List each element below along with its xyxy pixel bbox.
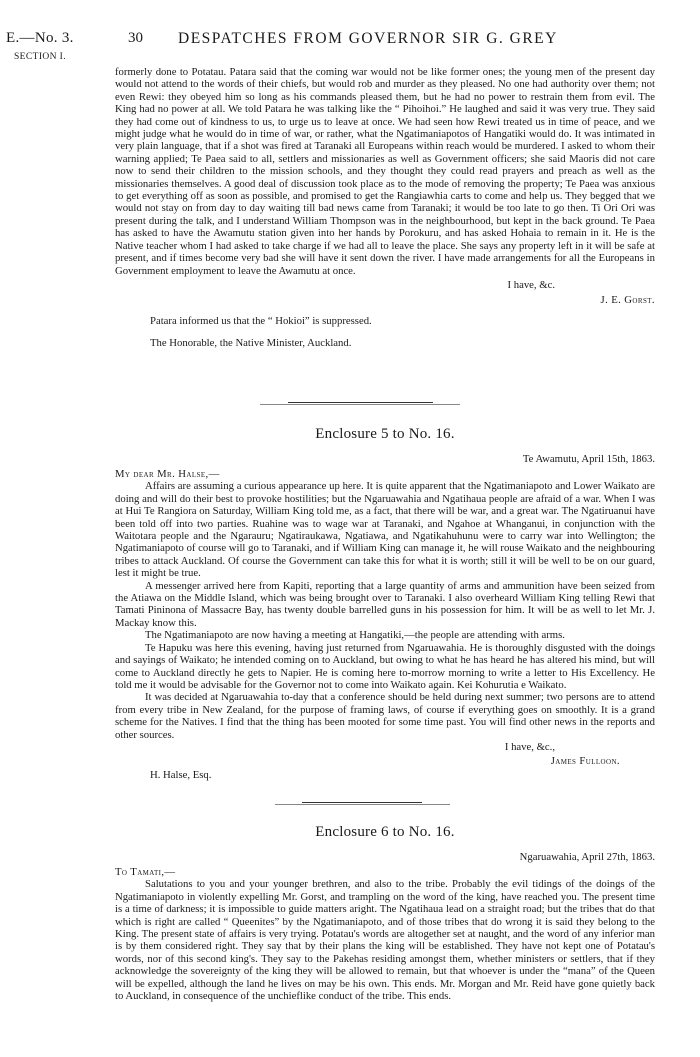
enclosure-6-dateline: Ngaruawahia, April 27th, 1863. <box>519 851 655 863</box>
divider-rule <box>260 404 460 405</box>
enclosure-5-signature: James Fulloon. <box>550 754 620 767</box>
enclosure-6-salutation: To Tamati,— <box>115 866 176 878</box>
enclosure-6 <box>115 824 655 1002</box>
enclosure-5 <box>115 426 655 782</box>
divider-rule <box>302 802 422 803</box>
enclosure-5-heading: Enclosure 5 to No. 16. <box>315 426 455 442</box>
page-code: E.—No. 3. <box>6 30 74 46</box>
gorst-closing: I have, &c. <box>507 278 555 291</box>
gorst-postscript: Patara informed us that the “ Hokioi” is suppressed. <box>150 314 372 327</box>
enclosure-5-paragraph: Affairs are assuming a curious appearance up here. It is quite apparent that the Ngatimaniapoto and Lower Waikato are doing and will do their best to provoke hostilities; but the Ngaruawahia and Ngatihaua people are afraid of a war. When I was at Hui Te Rangiora on Saturday, William King told me, as a fact, that there will be war, and a great war. The Ngatiruanui have been told off into two parties. Ruahine was to wage war at Taranaki, and Ngahoe at Whanganui, in conjunction with the Waitotara people and the Ngarauru; Ngatiraukawa, Ngatiawa, and Ngatikahuhunu were to carry war into Wellington; the Ngatimaniapoto of course will go to Taranaki, and if William King can manage it, he will rouse Waikato and the neighbouring tribes to attack Auckland. Of course the Government can take this for what it is worth; still it will be well to be on our guard, lest it might be true. <box>115 480 655 580</box>
enclosure-5-salutation: My dear Mr. Halse,— <box>115 468 220 480</box>
gorst-signature: J. E. Gorst. <box>600 293 655 306</box>
enclosure-6-heading: Enclosure 6 to No. 16. <box>315 824 455 840</box>
page-number: 30 <box>128 30 143 46</box>
enclosure-5-paragraph: Te Hapuku was here this evening, having just returned from Ngaruawahia. He is thoroughly disgusted with the doings and sayings of Waikato; he intended coming on to Auckland, but owing to what he has heard he has altered his mind, but will come to Auckland directly he gets to Napier. He is coming here to-morrow morning to write a letter to His Excellency. He told me it would be advisable for the Governor not to come into Waikato again. Kei Kohurutia e Waikato. <box>115 641 655 691</box>
enclosure-5-closing: I have, &c., <box>504 740 555 753</box>
enclosure-5-paragraph: A messenger arrived here from Kapiti, reporting that a large quantity of arms and ammunition have been seized from the Atiawa on the Middle Island, which was being brought over to Taranaki. I also overheard William King telling Rewi that Tamati Pininona of Massacre Bay, has twenty double barrelled guns in his possession for him. It will be as well to let Mr. J. Mackay know this. <box>115 579 655 629</box>
gorst-letter <box>115 66 655 350</box>
divider-rule <box>288 402 433 403</box>
enclosure-5-paragraph: The Ngatimaniapoto are now having a meeting at Hangatiki,—the people are attending with arms. <box>145 629 565 642</box>
enclosure-5-paragraph: It was decided at Ngaruawahia to-day that a conference should be held during next summer; two persons are to attend from every tribe in New Zealand, for the purpose of framing laws, of course if everything goes on smoothly. It is a grand scheme for the Natives. I find that the thing has been mooted for some time past. You will find other news in the reports and other sources. <box>115 691 655 741</box>
enclosure-5-addressee: H. Halse, Esq. <box>150 768 212 781</box>
enclosure-5-dateline: Te Awamutu, April 15th, 1863. <box>522 453 655 465</box>
section-label: SECTION I. <box>14 52 67 62</box>
gorst-addressee: The Honorable, the Native Minister, Auckland. <box>150 336 352 349</box>
gorst-letter-body: formerly done to Potatau. Patara said that the coming war would not be like former ones; the young men of the present day would not attend to the words of their chiefs, but would rob and murder as they pleased. No one had authority over them; not even Rewi: they obeyed him so long as his commands pleased them, but he had no power to restrain them from evil. The King had no power at all. We told Patara he was talking like the “ Pihoihoi.” He laughed and said it was very true. They said they had come out of kindness to us, to urge us to leave at once. We had seen how Rewi treated us in time of peace, and we might judge what he would do in time of war, or rather, what the Ngatimaniapotos of Hangatiki would do. It was intimated in very plain language, that if a shot was fired at Taranaki all Europeans within reach would be murdered. I asked to whom their warning applied; Te Paea said to all, settlers and missionaries as well as Government officers; she said Maoris did not care now to send their children to the mission schools, and they thought they could read prayers and preach as well as the missionaries themselves. A good deal of discussion took place as to the mode of removing the property; Te Paea was anxious to get everything off as soon as possible, and promised to get the Rangiawhia carts to come and help us. They begged that we would not stay on from day to day waiting till bad news came from Taranaki; it would be too late to go then. Ti Ori Ori was present during the talk, and I understand William Thompson was in the neighbourhood, but kept in the back ground. Te Paea has asked to have the Awamutu station given into her hands by Porokuru, and has asked Hohaia to remain in it. He is the Native teacher whom I had asked to take charge if we had all to leave the place. She says any property left in it will be safe at present, and if times become very bad she will have it sent down the river. I have made arrangements for all the Europeans in Government employment to leave the Awamutu at once. <box>115 66 655 277</box>
divider-rule <box>275 804 450 805</box>
enclosure-6-paragraph: Salutations to you and your younger brethren, and also to the tribe. Probably the evil tidings of the doings of the Ngatimaniapoto in violently expelling Mr. Gorst, and trampling on the word of the king, have reached you. The present time is a time of darkness; it is impossible to guide matters aright. The Ngatihaua lead on a straight road; but the tribes that do that which is right are called “ Queenites” by the Ngatimaniapoto, and of those tribes that do wrong it is said they belong to the King. The present state of affairs is very trying. Potatau's words are altogether set at naught, and the word of any inferior man is by them considered right. They say that by their plans the king will be established. They have not kept one of Potatau's words, nor of this second king's. They say to the Pakehas residing amongst them, whether ministers or settlers, that if they acknowledge the sovereignty of the king they will be allowed to remain, but that whoever is under the “mana” of the Queen will be expelled, although the land he lives on may be his own. This ends. Mr. Morgan and Mr. Reid have gone quietly back to Auckland, in consequence of the unchieflike conduct of the tribe. This ends. <box>115 878 655 1003</box>
running-head: DESPATCHES FROM GOVERNOR SIR G. GREY <box>178 30 558 47</box>
